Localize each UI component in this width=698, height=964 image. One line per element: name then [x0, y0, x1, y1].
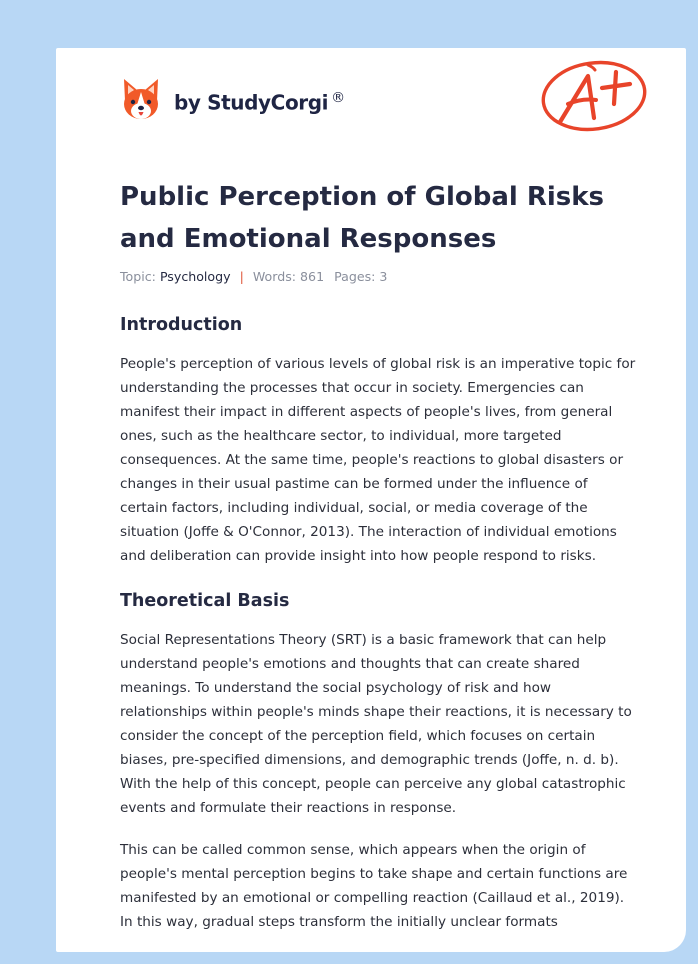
section-heading-introduction: Introduction: [120, 315, 243, 335]
a-plus-grade-icon: [538, 58, 650, 138]
corgi-icon: [120, 77, 162, 123]
words-label: Words:: [252, 269, 297, 284]
topic-label: Topic:: [120, 269, 156, 284]
pages-count: 3: [379, 269, 388, 284]
words-count: 861: [300, 269, 325, 284]
section-heading-theoretical-basis: Theoretical Basis: [120, 591, 290, 611]
paragraph: This can be called common sense, which appears when the origin of people's mental perception begins to take shape and certain functions are manifested by an emotional or compelling reaction (Caillaud et al., 2019). In this way, gradual steps transform the initially unclear formats: [120, 842, 628, 930]
document-title: Public Perception of Global Risks and Emotional Responses: [120, 182, 605, 254]
brand-logo-link[interactable]: [120, 76, 345, 124]
brand-name: by StudyCorgi ®: [174, 89, 345, 115]
document-page: [56, 48, 686, 952]
topic-link[interactable]: Psychology: [159, 269, 231, 284]
pages-label: Pages:: [334, 269, 376, 284]
paragraph: People's perception of various levels of global risk is an imperative topic for understanding the processes that occur in society. Emergencies can manifest their impact in different aspects of people's lives, from general ones, such as the healthcare sector, to individual, more targeted consequences. At the same time, people's reactions to global disasters or changes in their usual pastime can be formed under the influence of certain factors, including individual, social, or media coverage of the situation (Joffe & O'Connor, 2013). The interaction of individual emotions and deliberation can provide insight into how people respond to risks.: [120, 356, 636, 564]
document-meta: [120, 269, 387, 284]
meta-separator: |: [239, 269, 244, 284]
paragraph: Social Representations Theory (SRT) is a basic framework that can help understand people's emotions and thoughts that can create shared meanings. To understand the social psychology of risk and how relationships within people's minds shape their reactions, it is necessary to consider the concept of the perception field, which focuses on certain biases, pre-specified dimensions, and demographic trends (Joffe, n. d. b). With the help of this concept, people can perceive any global catastrophic events and formulate their reactions in response.: [120, 632, 632, 816]
document-body: [120, 310, 636, 934]
